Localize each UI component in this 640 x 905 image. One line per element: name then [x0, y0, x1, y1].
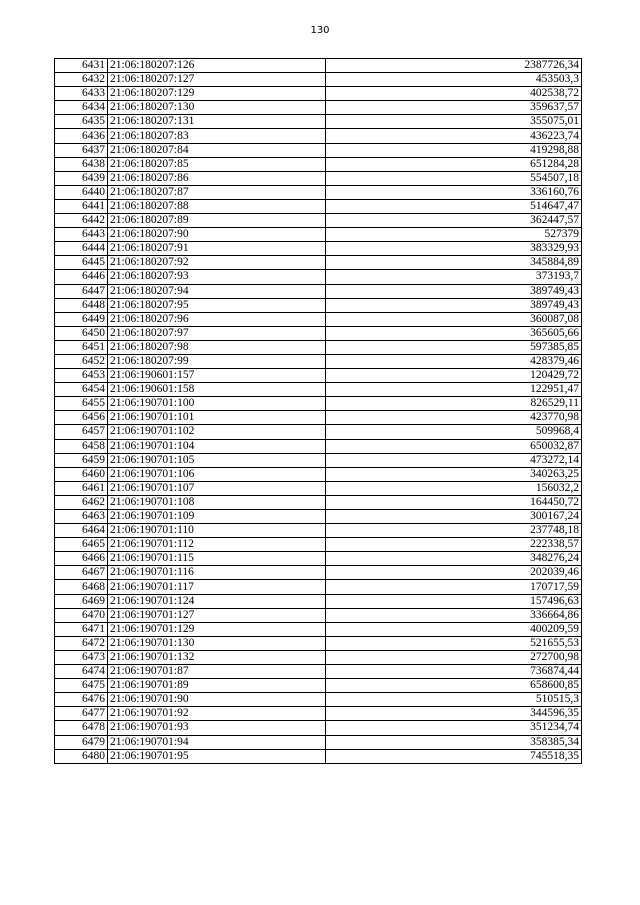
table-row — [55, 354, 582, 368]
table-row — [55, 439, 582, 453]
cadastral-value: 358385,34 — [326, 735, 582, 749]
table-row — [55, 115, 582, 129]
cadastral-value: 527379 — [326, 228, 582, 242]
cadastral-number: 21:06:180207:95 — [108, 298, 326, 312]
cadastral-value: 402538,72 — [326, 87, 582, 101]
cadastral-value: 362447,57 — [326, 214, 582, 228]
table-row — [55, 707, 582, 721]
cadastral-value: 658600,85 — [326, 679, 582, 693]
cadastral-number: 21:06:190701:110 — [108, 524, 326, 538]
cadastral-value: 120429,72 — [326, 369, 582, 383]
row-number: 6464 — [55, 524, 108, 538]
table-row — [55, 199, 582, 213]
row-number: 6451 — [55, 340, 108, 354]
table-row — [55, 59, 582, 73]
cadastral-value: 383329,93 — [326, 242, 582, 256]
cadastral-value: 348276,24 — [326, 552, 582, 566]
row-number: 6468 — [55, 580, 108, 594]
cadastral-number: 21:06:180207:91 — [108, 242, 326, 256]
cadastral-value-table — [54, 58, 582, 764]
cadastral-value: 300167,24 — [326, 510, 582, 524]
row-number: 6459 — [55, 453, 108, 467]
cadastral-number: 21:06:190701:130 — [108, 636, 326, 650]
table-row — [55, 524, 582, 538]
row-number: 6471 — [55, 622, 108, 636]
cadastral-number: 21:06:180207:85 — [108, 157, 326, 171]
cadastral-number: 21:06:190601:157 — [108, 369, 326, 383]
cadastral-value: 336664,86 — [326, 608, 582, 622]
table-row — [55, 566, 582, 580]
cadastral-value: 373193,7 — [326, 270, 582, 284]
cadastral-number: 21:06:190701:112 — [108, 538, 326, 552]
cadastral-value: 514647,47 — [326, 199, 582, 213]
table-row — [55, 157, 582, 171]
cadastral-number: 21:06:180207:129 — [108, 87, 326, 101]
cadastral-value: 170717,59 — [326, 580, 582, 594]
cadastral-number: 21:06:190701:90 — [108, 693, 326, 707]
cadastral-number: 21:06:180207:83 — [108, 129, 326, 143]
table-row — [55, 73, 582, 87]
cadastral-value: 340263,25 — [326, 467, 582, 481]
cadastral-value: 157496,63 — [326, 594, 582, 608]
table-row — [55, 171, 582, 185]
cadastral-number: 21:06:190701:101 — [108, 411, 326, 425]
cadastral-value: 736874,44 — [326, 665, 582, 679]
cadastral-value: 365605,66 — [326, 326, 582, 340]
table-row — [55, 693, 582, 707]
cadastral-value: 344596,35 — [326, 707, 582, 721]
cadastral-number: 21:06:180207:92 — [108, 256, 326, 270]
row-number: 6480 — [55, 749, 108, 763]
table-row — [55, 425, 582, 439]
table-row — [55, 284, 582, 298]
row-number: 6434 — [55, 101, 108, 115]
cadastral-number: 21:06:190701:95 — [108, 749, 326, 763]
table-row — [55, 749, 582, 763]
table-row — [55, 101, 582, 115]
row-number: 6439 — [55, 171, 108, 185]
cadastral-value: 355075,01 — [326, 115, 582, 129]
row-number: 6432 — [55, 73, 108, 87]
cadastral-value: 509968,4 — [326, 425, 582, 439]
row-number: 6469 — [55, 594, 108, 608]
cadastral-number: 21:06:180207:130 — [108, 101, 326, 115]
table-row — [55, 411, 582, 425]
row-number: 6445 — [55, 256, 108, 270]
cadastral-number: 21:06:190701:100 — [108, 397, 326, 411]
table-row — [55, 665, 582, 679]
table-row — [55, 608, 582, 622]
row-number: 6453 — [55, 369, 108, 383]
cadastral-number: 21:06:190701:129 — [108, 622, 326, 636]
table-row — [55, 510, 582, 524]
table-row — [55, 636, 582, 650]
table-row — [55, 129, 582, 143]
cadastral-number: 21:06:190701:89 — [108, 679, 326, 693]
table-row — [55, 552, 582, 566]
table-row — [55, 538, 582, 552]
cadastral-number: 21:06:190701:108 — [108, 495, 326, 509]
row-number: 6455 — [55, 397, 108, 411]
row-number: 6454 — [55, 383, 108, 397]
row-number: 6461 — [55, 481, 108, 495]
cadastral-number: 21:06:180207:99 — [108, 354, 326, 368]
cadastral-number: 21:06:190701:115 — [108, 552, 326, 566]
row-number: 6437 — [55, 143, 108, 157]
cadastral-number: 21:06:190701:87 — [108, 665, 326, 679]
row-number: 6440 — [55, 185, 108, 199]
cadastral-number: 21:06:190701:94 — [108, 735, 326, 749]
row-number: 6462 — [55, 495, 108, 509]
table-row — [55, 228, 582, 242]
cadastral-number: 21:06:190701:116 — [108, 566, 326, 580]
table-row — [55, 270, 582, 284]
cadastral-number: 21:06:180207:126 — [108, 59, 326, 73]
table-row — [55, 340, 582, 354]
cadastral-number: 21:06:180207:98 — [108, 340, 326, 354]
row-number: 6431 — [55, 59, 108, 73]
cadastral-number: 21:06:180207:88 — [108, 199, 326, 213]
cadastral-number: 21:06:180207:96 — [108, 312, 326, 326]
row-number: 6463 — [55, 510, 108, 524]
cadastral-number: 21:06:180207:89 — [108, 214, 326, 228]
row-number: 6476 — [55, 693, 108, 707]
row-number: 6449 — [55, 312, 108, 326]
row-number: 6477 — [55, 707, 108, 721]
cadastral-number: 21:06:180207:90 — [108, 228, 326, 242]
row-number: 6465 — [55, 538, 108, 552]
row-number: 6433 — [55, 87, 108, 101]
cadastral-number: 21:06:190601:158 — [108, 383, 326, 397]
table-row — [55, 383, 582, 397]
cadastral-number: 21:06:190701:93 — [108, 721, 326, 735]
row-number: 6441 — [55, 199, 108, 213]
row-number: 6435 — [55, 115, 108, 129]
cadastral-value: 389749,43 — [326, 284, 582, 298]
cadastral-number: 21:06:180207:131 — [108, 115, 326, 129]
cadastral-value: 650032,87 — [326, 439, 582, 453]
row-number: 6473 — [55, 650, 108, 664]
cadastral-number: 21:06:190701:105 — [108, 453, 326, 467]
cadastral-value: 745518,35 — [326, 749, 582, 763]
cadastral-number: 21:06:180207:86 — [108, 171, 326, 185]
cadastral-value: 389749,43 — [326, 298, 582, 312]
cadastral-number: 21:06:180207:127 — [108, 73, 326, 87]
cadastral-value: 202039,46 — [326, 566, 582, 580]
cadastral-value: 222338,57 — [326, 538, 582, 552]
cadastral-number: 21:06:180207:97 — [108, 326, 326, 340]
cadastral-value: 419298,88 — [326, 143, 582, 157]
table-row — [55, 326, 582, 340]
table-row — [55, 185, 582, 199]
cadastral-value: 597385,85 — [326, 340, 582, 354]
row-number: 6452 — [55, 354, 108, 368]
row-number: 6474 — [55, 665, 108, 679]
table-row — [55, 650, 582, 664]
row-number: 6475 — [55, 679, 108, 693]
cadastral-number: 21:06:190701:127 — [108, 608, 326, 622]
row-number: 6466 — [55, 552, 108, 566]
cadastral-value: 510515,3 — [326, 693, 582, 707]
table-row — [55, 87, 582, 101]
row-number: 6457 — [55, 425, 108, 439]
table-row — [55, 214, 582, 228]
row-number: 6467 — [55, 566, 108, 580]
cadastral-number: 21:06:190701:92 — [108, 707, 326, 721]
cadastral-value: 521655,53 — [326, 636, 582, 650]
cadastral-value: 345884,89 — [326, 256, 582, 270]
table-row — [55, 312, 582, 326]
cadastral-value: 360087,08 — [326, 312, 582, 326]
table-row — [55, 580, 582, 594]
cadastral-value: 122951,47 — [326, 383, 582, 397]
row-number: 6460 — [55, 467, 108, 481]
row-number: 6456 — [55, 411, 108, 425]
table-row — [55, 256, 582, 270]
cadastral-value: 436223,74 — [326, 129, 582, 143]
row-number: 6478 — [55, 721, 108, 735]
cadastral-number: 21:06:190701:102 — [108, 425, 326, 439]
table-row — [55, 143, 582, 157]
row-number: 6450 — [55, 326, 108, 340]
table-body — [55, 59, 582, 764]
table-row — [55, 721, 582, 735]
table-row — [55, 298, 582, 312]
cadastral-value: 554507,18 — [326, 171, 582, 185]
cadastral-value: 400209,59 — [326, 622, 582, 636]
cadastral-value: 826529,11 — [326, 397, 582, 411]
cadastral-number: 21:06:180207:93 — [108, 270, 326, 284]
cadastral-number: 21:06:180207:94 — [108, 284, 326, 298]
cadastral-number: 21:06:190701:106 — [108, 467, 326, 481]
row-number: 6447 — [55, 284, 108, 298]
cadastral-number: 21:06:190701:124 — [108, 594, 326, 608]
cadastral-number: 21:06:190701:104 — [108, 439, 326, 453]
row-number: 6479 — [55, 735, 108, 749]
row-number: 6446 — [55, 270, 108, 284]
row-number: 6438 — [55, 157, 108, 171]
row-number: 6443 — [55, 228, 108, 242]
cadastral-value: 237748,18 — [326, 524, 582, 538]
cadastral-number: 21:06:190701:117 — [108, 580, 326, 594]
row-number: 6442 — [55, 214, 108, 228]
page-number: 130 — [310, 25, 330, 36]
cadastral-value: 164450,72 — [326, 495, 582, 509]
table-row — [55, 369, 582, 383]
cadastral-value: 473272,14 — [326, 453, 582, 467]
cadastral-number: 21:06:190701:107 — [108, 481, 326, 495]
row-number: 6444 — [55, 242, 108, 256]
table-row — [55, 453, 582, 467]
table-row — [55, 397, 582, 411]
cadastral-value: 336160,76 — [326, 185, 582, 199]
table-row — [55, 679, 582, 693]
cadastral-value: 272700,98 — [326, 650, 582, 664]
cadastral-value: 423770,98 — [326, 411, 582, 425]
cadastral-value: 359637,57 — [326, 101, 582, 115]
table-row — [55, 481, 582, 495]
cadastral-value: 2387726,34 — [326, 59, 582, 73]
cadastral-number: 21:06:180207:87 — [108, 185, 326, 199]
table-row — [55, 622, 582, 636]
cadastral-value: 453503,3 — [326, 73, 582, 87]
cadastral-number: 21:06:180207:84 — [108, 143, 326, 157]
table-row — [55, 735, 582, 749]
table-row — [55, 242, 582, 256]
row-number: 6472 — [55, 636, 108, 650]
cadastral-value: 351234,74 — [326, 721, 582, 735]
cadastral-value: 156032,2 — [326, 481, 582, 495]
table-row — [55, 467, 582, 481]
cadastral-value: 651284,28 — [326, 157, 582, 171]
row-number: 6470 — [55, 608, 108, 622]
cadastral-value: 428379,46 — [326, 354, 582, 368]
table-row — [55, 594, 582, 608]
table-row — [55, 495, 582, 509]
row-number: 6458 — [55, 439, 108, 453]
row-number: 6448 — [55, 298, 108, 312]
row-number: 6436 — [55, 129, 108, 143]
cadastral-number: 21:06:190701:132 — [108, 650, 326, 664]
cadastral-number: 21:06:190701:109 — [108, 510, 326, 524]
